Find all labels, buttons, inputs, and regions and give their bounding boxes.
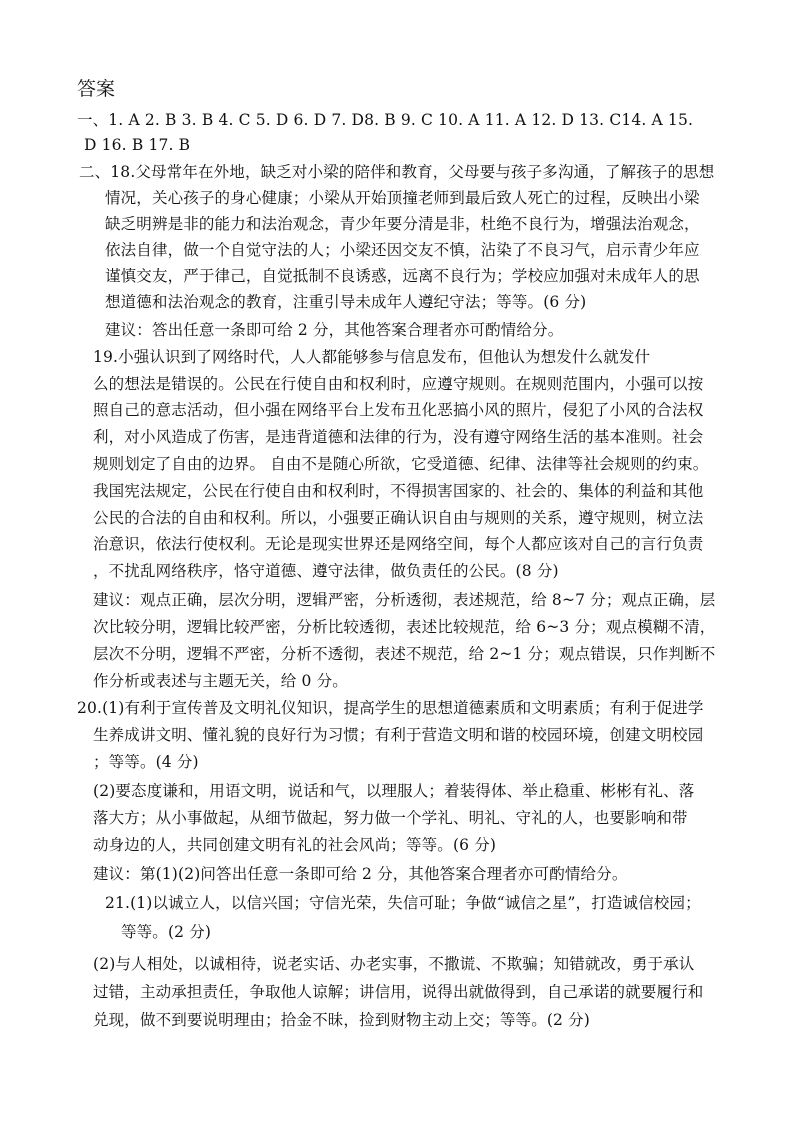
q21-line: 等等。(2 分) bbox=[121, 923, 212, 941]
q21-line: 兑现，做不到要说明理由；拾金不昧，捡到财物主动上交；等等。(2 分) bbox=[93, 1011, 590, 1029]
page-title: 答案 bbox=[77, 78, 116, 100]
mc-answers-line-1: 一、1. A 2. B 3. B 4. C 5. D 6. D 7. D8. B 9. C 10. A 11. A 12. D 13. C14. A 15. bbox=[77, 111, 694, 129]
q20-line: 动身边的人，共同创建文明有礼的社会风尚；等等。(6 分) bbox=[93, 836, 497, 854]
q19-line: 么的想法是错误的。公民在行使自由和权利时，应遵守规则。在规则范围内，小强可以按 bbox=[93, 375, 704, 393]
q19-line: ，不扰乱网络秩序，恪守道德、遵守法律，做负责任的公民。(8 分) bbox=[93, 562, 559, 580]
q21-line: 过错，主动承担责任，争取他人谅解；讲信用，说得出就做得到，自己承诺的就要履行和 bbox=[93, 983, 704, 1001]
q20-line: 生养成讲文明、懂礼貌的良好行为习惯；有利于营造文明和谐的校园环境，创建文明校园 bbox=[93, 726, 704, 744]
q19-line: 利，对小风造成了伤害，是违背道德和法律的行为，没有遵守网络生活的基本准则。社会 bbox=[93, 428, 704, 446]
q20-line: (2)要态度谦和，用语文明，说话和气，以理服人；着装得体、举止稳重、彬彬有礼、落 bbox=[93, 782, 695, 800]
q19-line: 我国宪法规定，公民在行使自由和权利时，不得损害国家的、社会的、集体的利益和其他 bbox=[93, 482, 704, 500]
q18-line: 二、18.父母常年在外地，缺乏对小梁的陪伴和教育，父母要与孩子多沟通，了解孩子的思想 bbox=[79, 163, 715, 181]
q19-suggestion: 作分析或表述与主题无关，给 0 分。 bbox=[93, 672, 348, 690]
q20-line: 20.(1)有利于宣传普及文明礼仪知识，提高学生的思想道德素质和文明素质；有利于促进学 bbox=[77, 699, 704, 717]
q20-suggestion: 建议：第(1)(2)问答出任意一条即可给 2 分，其他答案合理者亦可酌情给分。 bbox=[93, 865, 628, 883]
q19-line: 照自己的意志活动，但小强在网络平台上发布丑化恶搞小风的照片，侵犯了小风的合法权 bbox=[93, 401, 704, 419]
q19-line: 治意识，依法行使权利。无论是现实世界还是网络空间，每个人都应该对自己的言行负责 bbox=[93, 535, 704, 553]
q20-line: 落大方；从小事做起，从细节做起，努力做一个学礼、明礼、守礼的人，也要影响和带 bbox=[93, 809, 688, 827]
q19-suggestion: 次比较分明，逻辑比较严密，分析比较透彻，表述比较规范，给 6~3 分；观点模糊不清， bbox=[93, 618, 716, 636]
mc-answers-line-2: D 16. B 17. B bbox=[84, 136, 191, 154]
q21-line: (2)与人相处，以诚相待，说老实话、办老实事，不撒谎、不欺骗；知错就改，勇于承认 bbox=[93, 955, 695, 973]
q20-line: ；等等。(4 分) bbox=[93, 753, 199, 771]
q18-suggestion: 建议：答出任意一条即可给 2 分，其他答案合理者亦可酌情给分。 bbox=[105, 321, 564, 339]
q19-line: 公民的合法的自由和权利。所以，小强要正确认识自由与规则的关系，遵守规则，树立法 bbox=[93, 509, 704, 527]
q19-line: 19.小强认识到了网络时代，人人都能够参与信息发布，但他认为想发什么就发什 bbox=[93, 348, 651, 366]
q18-line: 想道德和法治观念的教育，注重引导未成年人遵纪守法；等等。(6 分) bbox=[105, 293, 587, 311]
q19-suggestion: 层次不分明，逻辑不严密，分析不透彻，表述不规范，给 2~1 分；观点错误，只作判断不 bbox=[93, 645, 716, 663]
q18-line: 谨慎交友，严于律己，自觉抵制不良诱惑，远离不良行为；学校应加强对未成年人的思 bbox=[105, 267, 700, 285]
q18-line: 缺乏明辨是非的能力和法治观念，青少年要分清是非，杜绝不良行为，增强法治观念， bbox=[105, 215, 700, 233]
q19-suggestion: 建议：观点正确，层次分明，逻辑严密，分析透彻，表述规范，给 8~7 分；观点正确，层 bbox=[93, 591, 716, 609]
q18-line: 依法自律，做一个自觉守法的人；小梁还因交友不慎，沾染了不良习气，启示青少年应 bbox=[105, 241, 700, 259]
q19-line: 规则划定了自由的边界。 自由不是随心所欲，它受道德、纪律、法律等社会规则的约束。 bbox=[93, 455, 709, 473]
q18-line: 情况，关心孩子的身心健康；小梁从开始顶撞老师到最后致人死亡的过程，反映出小梁 bbox=[105, 189, 700, 207]
q21-line: 21.(1)以诚立人，以信兴国；守信光荣，失信可耻；争做“诚信之星”，打造诚信校园； bbox=[105, 894, 701, 912]
